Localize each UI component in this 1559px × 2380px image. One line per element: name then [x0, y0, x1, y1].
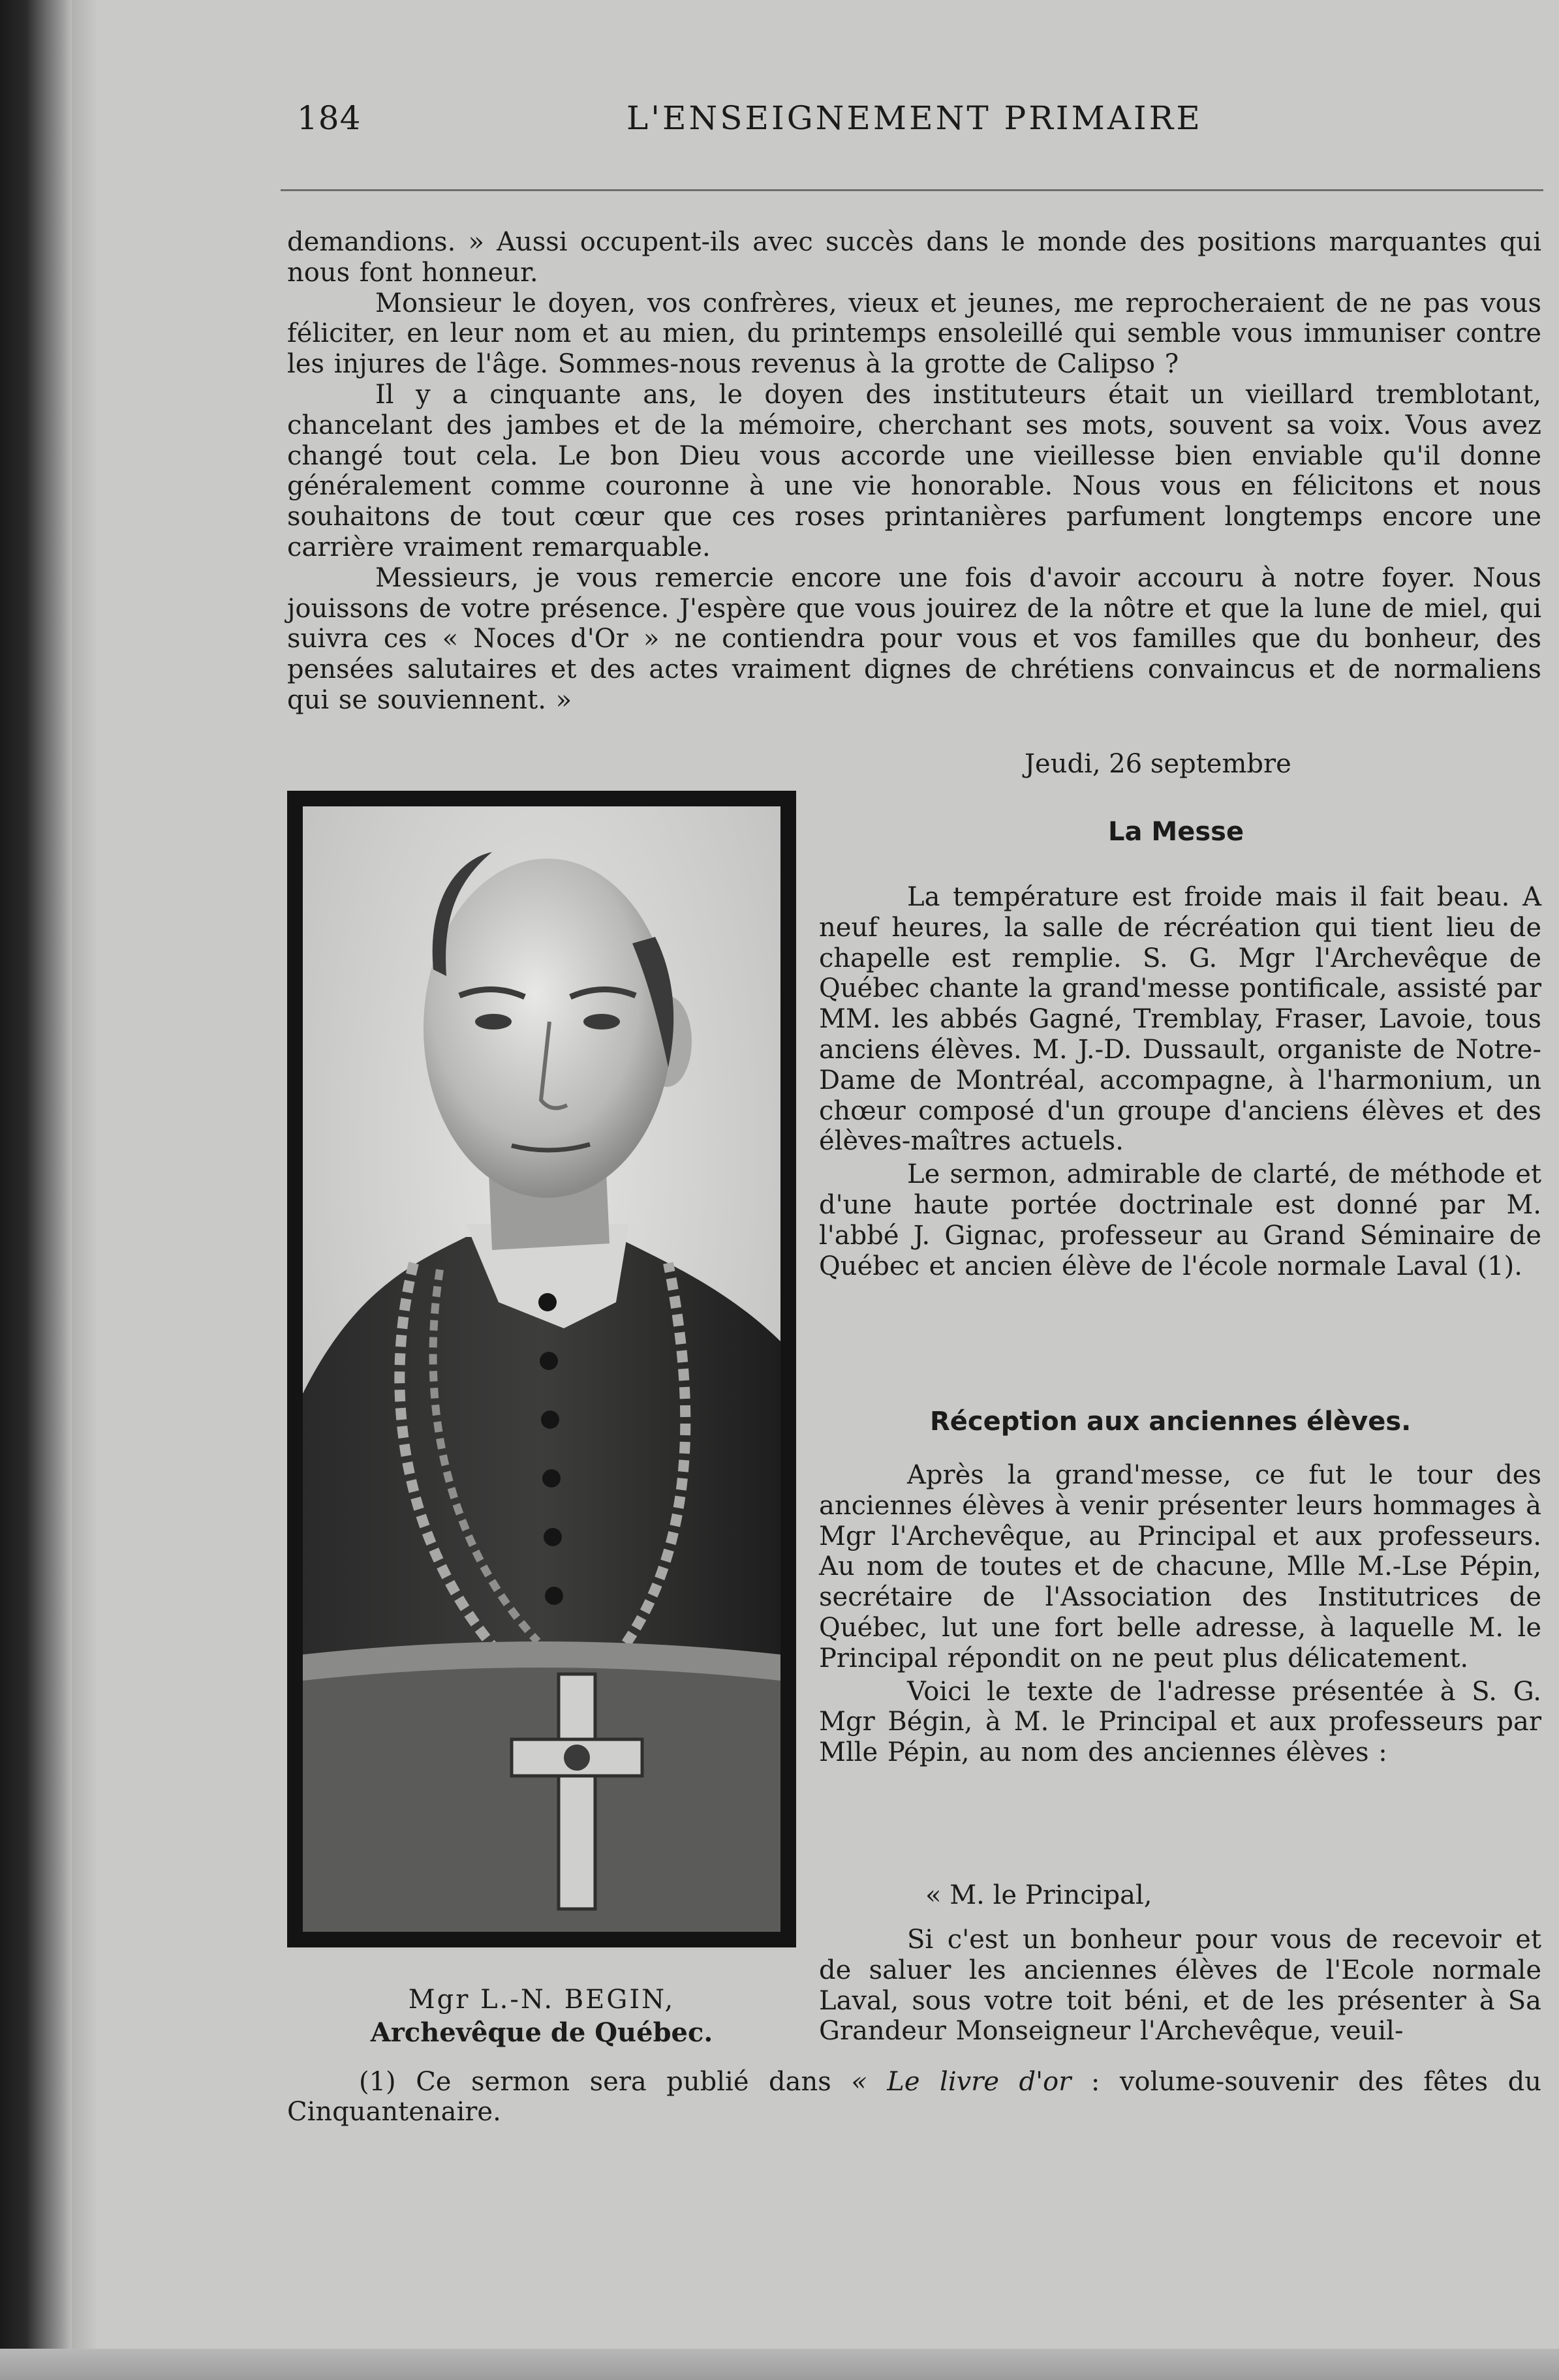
footnote — [287, 2067, 1541, 2127]
paragraph-apres-grandmesse: Après la grand'messe, ce fut le tour des anciennes élèves à venir présenter leurs hommages à Mgr l'Archevêque, au Principal et aux professeurs. Au nom de toutes et de chacune, Mlle M.-Lse Pépin, secrétaire de l'Association des Institutrices de Québec, lut une fort belle adresse, à laquelle M. le Principal répondit on ne peut plus délicatement. — [819, 1460, 1541, 1673]
footnote-text-after: : volume-souvenir des fêtes du Cinquantenaire. — [287, 2067, 1542, 2127]
section-heading-reception: Réception aux anciennes élèves. — [930, 1407, 1412, 1437]
portrait-photo — [303, 806, 780, 1932]
gutter-shadow — [72, 0, 98, 2380]
paragraph-temperature: La température est froide mais il fait beau. A neuf heures, la salle de récréation qui tient lieu de chapelle est remplie. S. G. Mgr l'Archevêque de Québec chante la grand'messe pontificale, assisté par MM. les abbés Gagné, Tremblay, Fraser, Lavoie, tous anciens élèves. M. J.-D. Dussault, organiste de Notre-Dame de Montréal, accompagne, à l'harmonium, un chœur composé d'un groupe d'anciens élèves et des élèves-maîtres actuels. — [819, 882, 1541, 1157]
running-title: L'ENSEIGNEMENT PRIMAIRE — [626, 99, 1203, 137]
reception-text-block — [819, 1460, 1541, 1768]
footnote-marker: (1) — [359, 2067, 396, 2097]
paragraph-address: Si c'est un bonheur pour vous de recevoir et de saluer les anciennes élèves de l'Ecole normale Laval, sous votre toit béni, et de les présenter à Sa Grandeur Monseigneur l'Archevêque, veuil- — [819, 1925, 1541, 2047]
archbishop-portrait-image — [303, 806, 780, 1932]
page-bottom-edge — [0, 2349, 1559, 2380]
paragraph-doyen: Monsieur le doyen, vos confrères, vieux et jeunes, me reprocheraient de ne pas vous féliciter, en leur nom et au mien, du printemps ensoleillé qui semble vous immuniser contre les injures de l'âge. Sommes-nous revenus à la grotte de Calipso ? — [287, 288, 1541, 380]
footnote-text-before: Ce sermon sera publié dans — [416, 2067, 831, 2097]
book-binding-edge — [0, 0, 72, 2380]
paragraph-messieurs: Messieurs, je vous remercie encore une fois d'avoir accouru à notre foyer. Nous jouissons de votre présence. J'espère que vous jouirez de la nôtre et que la lune de miel, qui suivra ces « Noces d'Or » ne contiendra pour vous et vos familles que du bonheur, des pensées salutaires et des actes vraiment dignes de chrétiens convaincus et de normaliens qui se souviennent. » — [287, 562, 1541, 715]
messe-text-block — [819, 882, 1541, 1281]
page-number: 184 — [297, 99, 362, 137]
section-heading-messe: La Messe — [1108, 817, 1244, 847]
paragraph-continuation: demandions. » Aussi occupent-ils avec succès dans le monde des positions marquantes qui nous font honneur. — [287, 227, 1541, 288]
paragraph-voici-texte: Voici le texte de l'adresse présentée à S. G. Mgr Bégin, à M. le Principal et aux professeurs par Mlle Pépin, au nom des anciennes élèves : — [819, 1676, 1541, 1768]
main-text-block — [287, 227, 1541, 716]
address-salutation: « M. le Principal, — [925, 1880, 1152, 1910]
photo-caption-title: Archevêque de Québec. — [370, 2017, 713, 2048]
dateline: Jeudi, 26 septembre — [1025, 749, 1291, 779]
footnote-book-title: « Le livre d'or — [851, 2067, 1072, 2097]
footnote-text — [287, 2067, 1541, 2127]
paragraph-cinquante-ans: Il y a cinquante ans, le doyen des instituteurs était un vieillard tremblotant, chancelant des jambes et de la mémoire, cherchant ses mots, souvent sa voix. Vous avez changé tout cela. Le bon Dieu vous accorde une vieillesse bien enviable qu'il donne généralement comme couronne à une vie honorable. Nous vous en félicitons et nous souhaitons de tout cœur que ces roses printanières parfument longtemps encore une carrière vraiment remarquable. — [287, 379, 1541, 562]
address-text-block — [819, 1925, 1541, 2047]
paragraph-sermon: Le sermon, admirable de clarté, de méthode et d'une haute portée doctrinale est donné par M. l'abbé J. Gignac, professeur au Grand Séminaire de Québec et ancien élève de l'école normale Laval (1). — [819, 1159, 1541, 1281]
photo-caption-name: Mgr L.-N. BEGIN, — [408, 1985, 675, 2015]
header-rule — [281, 189, 1543, 191]
